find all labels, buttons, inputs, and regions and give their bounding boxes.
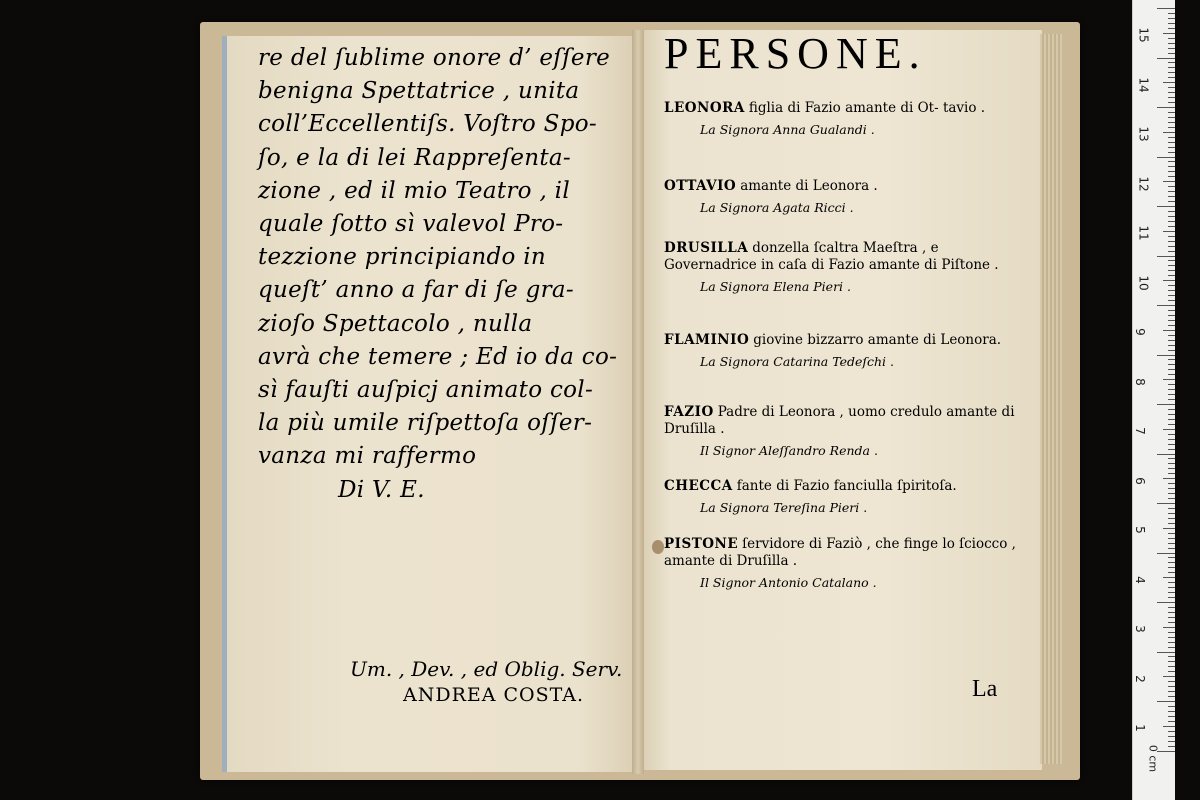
ruler-tick [1168, 716, 1175, 717]
actor-name: La Signora Elena Pieri . [700, 279, 851, 294]
ruler-tick [1168, 444, 1175, 445]
ruler-tick [1163, 132, 1175, 133]
ruler-tick [1168, 97, 1175, 98]
dedication-line: quale ſotto sì valevol Pro- [258, 211, 564, 238]
dedication-line: coll’Eccellentiſs. Voſtro Spo- [258, 111, 597, 138]
ruler-tick [1168, 741, 1175, 742]
ruler-tick [1163, 231, 1175, 232]
ruler-tick [1168, 394, 1175, 395]
ruler-tick [1157, 58, 1175, 59]
ruler-tick [1168, 557, 1175, 558]
ruler-tick [1168, 359, 1175, 360]
ruler-tick [1168, 28, 1175, 29]
ruler-tick [1168, 350, 1175, 351]
cast-entry [664, 404, 1030, 458]
ruler-number: 12 [1136, 175, 1151, 192]
ruler-tick [1168, 706, 1175, 707]
ruler-tick [1168, 62, 1175, 63]
ruler-number: 5 [1132, 526, 1147, 534]
cast-entry [664, 332, 1030, 369]
ruler-tick [1168, 152, 1175, 153]
ruler-tick [1157, 751, 1175, 752]
ruler-tick [1163, 726, 1175, 727]
cast-entry [664, 536, 1030, 590]
ruler-tick [1168, 142, 1175, 143]
ruler-tick [1168, 523, 1175, 524]
ruler-tick [1168, 691, 1175, 692]
ruler-tick [1163, 33, 1175, 34]
character-name: OTTAVIO [664, 178, 737, 194]
ruler-tick [1157, 652, 1175, 653]
ruler-tick [1168, 285, 1175, 286]
ruler-tick [1168, 241, 1175, 242]
ruler-number: 11 [1136, 225, 1151, 241]
ruler-number: 1 [1132, 724, 1147, 732]
ruler-tick [1168, 483, 1175, 484]
ruler-tick [1168, 345, 1175, 346]
dedication-addressee: Di V. E. [338, 476, 425, 503]
ruler-tick [1168, 572, 1175, 573]
ruler-tick [1157, 503, 1175, 504]
dedication-line: benigna Spettatrice , unita [258, 78, 580, 105]
ruler-tick [1157, 355, 1175, 356]
character-description: figlia di Fazio amante di Ot- tavio . [748, 100, 986, 116]
ruler-tick [1168, 13, 1175, 14]
dedication-text [258, 42, 628, 507]
ruler-tick [1168, 102, 1175, 103]
ruler-tick [1168, 325, 1175, 326]
ruler-number: 14 [1136, 76, 1151, 93]
character-description: Padre di Leonora , uomo credulo amante di Druſilla . [664, 404, 1015, 437]
dedication-line: zioſo Spettacolo , nulla [258, 310, 533, 337]
ruler-tick [1168, 43, 1175, 44]
ruler-tick [1157, 305, 1175, 306]
ruler-tick [1168, 567, 1175, 568]
ruler-tick [1168, 617, 1175, 618]
ruler-tick [1163, 528, 1175, 529]
ruler-tick [1168, 374, 1175, 375]
ruler-tick [1168, 498, 1175, 499]
ruler-tick [1168, 463, 1175, 464]
ruler-tick [1168, 587, 1175, 588]
character-name: FLAMINIO [664, 332, 750, 348]
cast-entry [664, 178, 1030, 215]
ruler-tick [1163, 577, 1175, 578]
ruler-tick [1168, 221, 1175, 222]
printer-name: ANDREA COSTA. [403, 684, 585, 706]
ruler-tick [1168, 562, 1175, 563]
dedication-line: ſo, e la di lei Rappreſenta- [258, 144, 571, 171]
ruler-tick [1168, 122, 1175, 123]
ruler-tick [1168, 186, 1175, 187]
ruler-tick [1168, 607, 1175, 608]
actor-name: La Signora Anna Gualandi . [700, 122, 875, 137]
ruler-tick [1168, 533, 1175, 534]
ruler-tick [1168, 147, 1175, 148]
ruler-tick [1168, 18, 1175, 19]
ruler-tick [1168, 300, 1175, 301]
ruler-tick [1168, 226, 1175, 227]
character-description: ſervidore di Faziò , che finge lo ſciocco , amante di Druſilla . [664, 536, 1016, 569]
foxing-stain [652, 540, 664, 554]
actor-name: Il Signor Antonio Catalano . [700, 575, 877, 590]
ruler-tick [1168, 414, 1175, 415]
ruler-tick [1163, 181, 1175, 182]
ruler-tick [1168, 72, 1175, 73]
ruler-tick [1168, 592, 1175, 593]
ruler-tick [1163, 330, 1175, 331]
ruler-tick [1168, 117, 1175, 118]
ruler-tick [1168, 251, 1175, 252]
right-page [638, 30, 1042, 770]
ruler-number: 4 [1132, 575, 1147, 584]
dedication-line: la più umile riſpettoſa oſſer- [258, 410, 593, 437]
ruler-tick [1168, 622, 1175, 623]
character-name: LEONORA [664, 100, 745, 116]
ruler-tick [1168, 736, 1175, 737]
cast-entry [664, 100, 1030, 137]
ruler-tick [1168, 260, 1175, 261]
dedication-line: tezzione principiando in [258, 244, 547, 271]
ruler-tick [1168, 201, 1175, 202]
ruler-tick [1163, 627, 1175, 628]
ruler-tick [1168, 582, 1175, 583]
ruler-tick [1168, 211, 1175, 212]
ruler-tick [1168, 508, 1175, 509]
ruler-tick [1168, 424, 1175, 425]
ruler-number: 8 [1132, 377, 1147, 386]
dedication-line: sì fauſti auſpicj animato col- [258, 377, 594, 404]
ruler-tick [1168, 449, 1175, 450]
book-gutter [632, 30, 644, 774]
ruler-tick [1168, 171, 1175, 172]
cast-heading: PERSONE. [664, 29, 927, 78]
ruler-tick [1168, 681, 1175, 682]
ruler-tick [1168, 315, 1175, 316]
ruler-tick [1168, 364, 1175, 365]
cast-entry [664, 240, 1030, 294]
ruler-tick [1168, 637, 1175, 638]
ruler-tick [1157, 553, 1175, 554]
ruler-tick [1168, 468, 1175, 469]
actor-name: La Signora Agata Ricci . [700, 200, 854, 215]
ruler-tick [1168, 518, 1175, 519]
ruler-tick [1163, 676, 1175, 677]
ruler-tick [1168, 538, 1175, 539]
ruler-tick [1168, 384, 1175, 385]
ruler-tick [1157, 454, 1175, 455]
character-description: donzella ſcaltra Maeſtra , e Governadrice in caſa di Fazio amante di Piſtone . [664, 240, 999, 273]
ruler-tick [1168, 38, 1175, 39]
actor-name: Il Signor Aleſſandro Renda . [700, 443, 878, 458]
actor-name: La Signora Catarina Tedeſchi . [700, 354, 894, 369]
ruler-tick [1168, 369, 1175, 370]
ruler-tick [1168, 161, 1175, 162]
ruler-tick [1168, 731, 1175, 732]
dedication-line: vanza mi raffermo [258, 443, 477, 470]
ruler-tick [1168, 647, 1175, 648]
ruler-number: 15 [1136, 27, 1151, 43]
character-name: PISTONE [664, 536, 739, 552]
dedication-line: queſt’ anno a far di ſe gra- [258, 277, 575, 304]
ruler-tick [1168, 746, 1175, 747]
ruler-tick [1168, 543, 1175, 544]
page-edges [1040, 34, 1062, 764]
ruler-number: 3 [1132, 625, 1147, 633]
ruler-tick [1168, 656, 1175, 657]
ruler-tick [1168, 290, 1175, 291]
ruler-tick [1157, 107, 1175, 108]
ruler-tick [1157, 206, 1175, 207]
ruler-tick [1168, 23, 1175, 24]
ruler-tick [1157, 701, 1175, 702]
character-description: amante di Leonora . [740, 178, 878, 194]
ruler-tick [1157, 256, 1175, 257]
ruler-tick [1168, 53, 1175, 54]
catchword: La [972, 676, 998, 702]
ruler-tick [1168, 87, 1175, 88]
cast-entry [664, 478, 1030, 515]
ruler-unit-label: 0 cm [1146, 744, 1160, 773]
ruler-tick [1168, 711, 1175, 712]
signoff-text: Um. , Dev. , ed Oblig. Serv. [350, 657, 623, 681]
ruler-tick [1168, 686, 1175, 687]
ruler-tick [1163, 379, 1175, 380]
ruler-tick [1168, 112, 1175, 113]
ruler-tick [1168, 548, 1175, 549]
ruler-tick [1157, 8, 1175, 9]
dedication-line: zione , ed il mio Teatro , il [258, 177, 570, 204]
ruler-tick [1163, 280, 1175, 281]
ruler-number: 7 [1132, 427, 1147, 435]
character-name: DRUSILLA [664, 240, 749, 256]
ruler-tick [1168, 92, 1175, 93]
ruler-tick [1168, 642, 1175, 643]
ruler-tick [1168, 389, 1175, 390]
ruler-number: 6 [1132, 476, 1147, 485]
ruler-tick [1168, 434, 1175, 435]
ruler-tick [1168, 632, 1175, 633]
ruler-tick [1168, 335, 1175, 336]
measurement-ruler [1132, 0, 1175, 800]
ruler-tick [1168, 191, 1175, 192]
ruler-tick [1163, 478, 1175, 479]
ruler-tick [1168, 696, 1175, 697]
ruler-tick [1168, 77, 1175, 78]
ruler-tick [1168, 661, 1175, 662]
ruler-tick [1168, 270, 1175, 271]
ruler-tick [1168, 48, 1175, 49]
ruler-tick [1168, 137, 1175, 138]
ruler-tick [1168, 295, 1175, 296]
ruler-tick [1168, 236, 1175, 237]
character-name: FAZIO [664, 404, 714, 420]
ruler-tick [1168, 340, 1175, 341]
ruler-tick [1157, 157, 1175, 158]
ruler-tick [1168, 399, 1175, 400]
ruler-tick [1168, 721, 1175, 722]
character-description: giovine bizzarro amante di Leonora. [753, 332, 1002, 348]
ruler-tick [1168, 166, 1175, 167]
ruler-tick [1168, 320, 1175, 321]
ruler-tick [1168, 265, 1175, 266]
dedication-line: avrà che temere ; Ed io da co- [258, 343, 618, 370]
ruler-tick [1168, 176, 1175, 177]
ruler-tick [1168, 488, 1175, 489]
ruler-tick [1168, 666, 1175, 667]
character-description: fante di Fazio fanciulla ſpiritoſa. [736, 478, 957, 494]
ruler-tick [1168, 67, 1175, 68]
ruler-number: 10 [1136, 274, 1151, 291]
ruler-tick [1168, 310, 1175, 311]
ruler-number: 13 [1136, 126, 1151, 142]
ruler-tick [1157, 404, 1175, 405]
ruler-tick [1168, 597, 1175, 598]
character-name: CHECCA [664, 478, 733, 494]
ruler-number: 2 [1132, 674, 1147, 683]
ruler-tick [1168, 275, 1175, 276]
ruler-tick [1168, 612, 1175, 613]
actor-name: La Signora Tereſina Pieri . [700, 500, 868, 515]
ruler-tick [1168, 216, 1175, 217]
ruler-number: 9 [1132, 328, 1147, 336]
ruler-tick [1168, 671, 1175, 672]
ruler-tick [1163, 82, 1175, 83]
ruler-tick [1168, 493, 1175, 494]
ruler-tick [1157, 602, 1175, 603]
ruler-tick [1168, 513, 1175, 514]
ruler-tick [1168, 473, 1175, 474]
ruler-tick [1168, 246, 1175, 247]
ruler-tick [1168, 419, 1175, 420]
ruler-tick [1168, 127, 1175, 128]
ruler-tick [1168, 458, 1175, 459]
ruler-tick [1163, 429, 1175, 430]
dedication-line: re del ſublime onore d’ eſſere [258, 45, 611, 71]
ruler-tick [1168, 409, 1175, 410]
ruler-tick [1168, 439, 1175, 440]
ruler-tick [1168, 196, 1175, 197]
